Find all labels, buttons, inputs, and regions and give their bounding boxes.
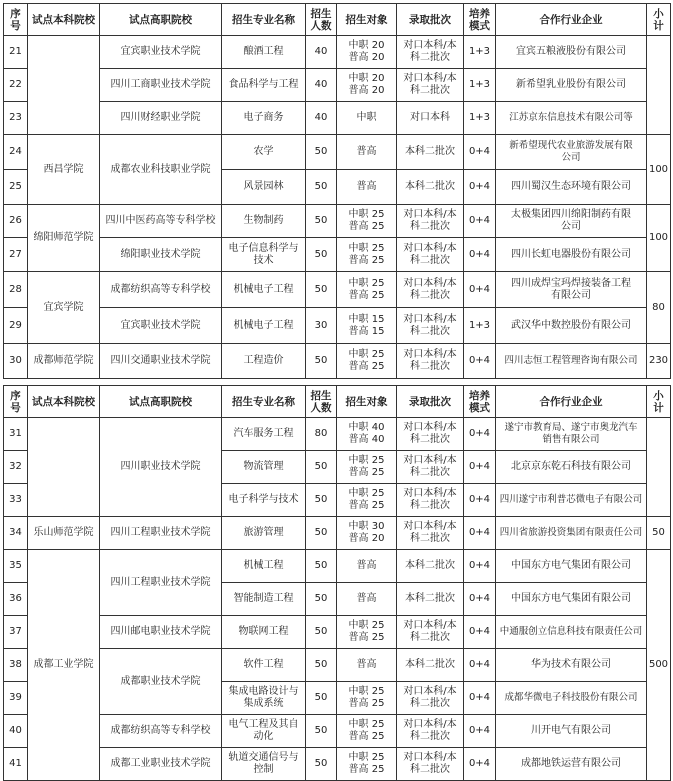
cell-quota: 50 <box>306 272 337 308</box>
cell-vocational: 成都纺织高等专科学校 <box>100 715 222 748</box>
cell-subtotal-blank <box>647 36 671 135</box>
header-mode: 培养 模式 <box>464 386 496 418</box>
cell-undergrad: 宜宾学院 <box>28 272 100 344</box>
cell-batch: 本科二批次 <box>397 550 464 583</box>
cell-target: 普高 <box>337 583 397 616</box>
cell-target: 中职 15 普高 15 <box>337 308 397 344</box>
cell-batch: 本科二批次 <box>397 170 464 205</box>
cell-major: 电子科学与技术 <box>222 484 306 517</box>
cell-batch: 对口本科/本 科二批次 <box>397 715 464 748</box>
cell-mode: 0+4 <box>464 205 496 238</box>
cell-seq: 25 <box>4 170 28 205</box>
table-header-row <box>4 386 671 418</box>
table-row <box>4 308 671 344</box>
cell-quota: 50 <box>306 550 337 583</box>
header-undergrad: 试点本科院校 <box>28 4 100 36</box>
cell-seq: 22 <box>4 69 28 102</box>
cell-subtotal: 80 <box>647 272 671 344</box>
cell-mode: 0+4 <box>464 715 496 748</box>
cell-partner: 中国东方电气集团有限公司 <box>496 583 647 616</box>
cell-seq: 33 <box>4 484 28 517</box>
table-row <box>4 272 671 308</box>
cell-seq: 27 <box>4 238 28 272</box>
cell-partner: 新希望现代农业旅游发展有限 公司 <box>496 135 647 170</box>
cell-subtotal-blank <box>647 418 671 517</box>
cell-mode: 0+4 <box>464 583 496 616</box>
cell-seq: 36 <box>4 583 28 616</box>
cell-target: 中职 25 普高 25 <box>337 748 397 781</box>
table-row <box>4 649 671 682</box>
cell-quota: 50 <box>306 135 337 170</box>
cell-mode: 1+3 <box>464 308 496 344</box>
header-partner: 合作行业企业 <box>496 4 647 36</box>
cell-seq: 26 <box>4 205 28 238</box>
cell-batch: 对口本科/本 科二批次 <box>397 272 464 308</box>
cell-quota: 50 <box>306 170 337 205</box>
table-row <box>4 715 671 748</box>
cell-vocational: 四川中医药高等专科学校 <box>100 205 222 238</box>
cell-seq: 37 <box>4 616 28 649</box>
cell-major: 生物制药 <box>222 205 306 238</box>
cell-seq: 39 <box>4 682 28 715</box>
cell-batch: 对口本科/本 科二批次 <box>397 748 464 781</box>
cell-mode: 0+4 <box>464 550 496 583</box>
cell-batch: 对口本科/本 科二批次 <box>397 616 464 649</box>
cell-vocational: 绵阳职业技术学院 <box>100 238 222 272</box>
cell-mode: 0+4 <box>464 484 496 517</box>
enrollment-table-1 <box>3 3 671 379</box>
table-row <box>4 418 671 451</box>
cell-vocational: 成都职业技术学院 <box>100 649 222 715</box>
cell-partner: 成都华微电子科技股份有限公司 <box>496 682 647 715</box>
cell-partner: 四川省旅游投资集团有限责任公司 <box>496 517 647 550</box>
cell-seq: 34 <box>4 517 28 550</box>
cell-partner: 华为技术有限公司 <box>496 649 647 682</box>
header-seq: 序 号 <box>4 386 28 418</box>
cell-partner: 江苏京东信息技术有限公司等 <box>496 102 647 135</box>
cell-mode: 0+4 <box>464 344 496 379</box>
cell-batch: 对口本科 <box>397 102 464 135</box>
cell-partner: 四川志恒工程管理咨询有限公司 <box>496 344 647 379</box>
cell-target: 中职 25 普高 25 <box>337 715 397 748</box>
cell-batch: 对口本科/本 科二批次 <box>397 69 464 102</box>
cell-seq: 21 <box>4 36 28 69</box>
header-seq: 序 号 <box>4 4 28 36</box>
cell-mode: 1+3 <box>464 69 496 102</box>
table-row <box>4 748 671 781</box>
cell-quota: 50 <box>306 205 337 238</box>
cell-quota: 50 <box>306 583 337 616</box>
cell-subtotal: 500 <box>647 550 671 781</box>
cell-batch: 对口本科/本 科二批次 <box>397 484 464 517</box>
cell-vocational: 四川职业技术学院 <box>100 418 222 517</box>
cell-mode: 0+4 <box>464 649 496 682</box>
cell-vocational: 四川邮电职业技术学院 <box>100 616 222 649</box>
cell-undergrad: 成都工业学院 <box>28 550 100 781</box>
cell-quota: 50 <box>306 715 337 748</box>
cell-target: 中职 25 普高 25 <box>337 451 397 484</box>
cell-major: 旅游管理 <box>222 517 306 550</box>
cell-target: 中职 25 普高 25 <box>337 616 397 649</box>
cell-quota: 50 <box>306 649 337 682</box>
header-major: 招生专业名称 <box>222 386 306 418</box>
cell-major: 风景园林 <box>222 170 306 205</box>
cell-major: 智能制造工程 <box>222 583 306 616</box>
cell-quota: 80 <box>306 418 337 451</box>
cell-quota: 50 <box>306 616 337 649</box>
cell-batch: 对口本科/本 科二批次 <box>397 418 464 451</box>
cell-batch: 对口本科/本 科二批次 <box>397 205 464 238</box>
cell-seq: 40 <box>4 715 28 748</box>
cell-seq: 32 <box>4 451 28 484</box>
cell-target: 中职 <box>337 102 397 135</box>
cell-mode: 1+3 <box>464 102 496 135</box>
cell-subtotal: 100 <box>647 205 671 272</box>
cell-target: 中职 25 普高 25 <box>337 238 397 272</box>
header-quota: 招生 人数 <box>306 4 337 36</box>
cell-mode: 0+4 <box>464 682 496 715</box>
cell-quota: 50 <box>306 748 337 781</box>
cell-vocational: 四川工程职业技术学院 <box>100 550 222 616</box>
table-row <box>4 69 671 102</box>
cell-quota: 40 <box>306 102 337 135</box>
cell-partner: 四川成焊宝玛焊接装备工程 有限公司 <box>496 272 647 308</box>
cell-vocational: 四川工商职业技术学院 <box>100 69 222 102</box>
table-row <box>4 550 671 583</box>
cell-major: 物流管理 <box>222 451 306 484</box>
cell-target: 中职 25 普高 25 <box>337 344 397 379</box>
table-header-row <box>4 4 671 36</box>
cell-partner: 北京京东乾石科技有限公司 <box>496 451 647 484</box>
cell-target: 中职 25 普高 25 <box>337 272 397 308</box>
cell-major: 软件工程 <box>222 649 306 682</box>
header-partner: 合作行业企业 <box>496 386 647 418</box>
header-target: 招生对象 <box>337 386 397 418</box>
cell-vocational: 成都工业职业技术学院 <box>100 748 222 781</box>
cell-quota: 40 <box>306 36 337 69</box>
header-quota: 招生 人数 <box>306 386 337 418</box>
cell-partner: 川开电气有限公司 <box>496 715 647 748</box>
cell-target: 中职 25 普高 25 <box>337 205 397 238</box>
cell-target: 中职 25 普高 25 <box>337 484 397 517</box>
cell-undergrad: 成都师范学院 <box>28 344 100 379</box>
cell-major: 电子商务 <box>222 102 306 135</box>
cell-batch: 对口本科/本 科二批次 <box>397 238 464 272</box>
cell-seq: 31 <box>4 418 28 451</box>
cell-quota: 50 <box>306 344 337 379</box>
header-target: 招生对象 <box>337 4 397 36</box>
cell-major: 酿酒工程 <box>222 36 306 69</box>
cell-batch: 对口本科/本 科二批次 <box>397 451 464 484</box>
header-batch: 录取批次 <box>397 386 464 418</box>
cell-target: 中职 25 普高 25 <box>337 682 397 715</box>
cell-quota: 50 <box>306 484 337 517</box>
table-row <box>4 238 671 272</box>
cell-quota: 30 <box>306 308 337 344</box>
cell-major: 集成电路设计与 集成系统 <box>222 682 306 715</box>
cell-major: 机械电子工程 <box>222 272 306 308</box>
header-subtotal: 小 计 <box>647 386 671 418</box>
table-row <box>4 102 671 135</box>
cell-vocational: 四川交通职业技术学院 <box>100 344 222 379</box>
cell-mode: 0+4 <box>464 748 496 781</box>
cell-quota: 50 <box>306 517 337 550</box>
cell-batch: 本科二批次 <box>397 583 464 616</box>
cell-partner: 中通服创立信息科技有限责任公司 <box>496 616 647 649</box>
cell-partner: 武汉华中数控股份有限公司 <box>496 308 647 344</box>
cell-partner: 宜宾五粮液股份有限公司 <box>496 36 647 69</box>
cell-target: 中职 40 普高 40 <box>337 418 397 451</box>
cell-seq: 41 <box>4 748 28 781</box>
cell-partner: 四川蜀汉生态环境有限公司 <box>496 170 647 205</box>
cell-seq: 35 <box>4 550 28 583</box>
cell-vocational: 宜宾职业技术学院 <box>100 36 222 69</box>
cell-quota: 50 <box>306 238 337 272</box>
header-batch: 录取批次 <box>397 4 464 36</box>
cell-undergrad: 绵阳师范学院 <box>28 205 100 272</box>
cell-vocational: 宜宾职业技术学院 <box>100 308 222 344</box>
cell-mode: 0+4 <box>464 170 496 205</box>
header-major: 招生专业名称 <box>222 4 306 36</box>
cell-quota: 50 <box>306 682 337 715</box>
header-subtotal: 小 计 <box>647 4 671 36</box>
cell-major: 电气工程及其自 动化 <box>222 715 306 748</box>
cell-undergrad: 西昌学院 <box>28 135 100 205</box>
cell-vocational: 成都纺织高等专科学校 <box>100 272 222 308</box>
cell-quota: 40 <box>306 69 337 102</box>
cell-undergrad-blank <box>28 418 100 517</box>
cell-subtotal: 50 <box>647 517 671 550</box>
cell-major: 电子信息科学与 技术 <box>222 238 306 272</box>
cell-seq: 23 <box>4 102 28 135</box>
cell-target: 普高 <box>337 550 397 583</box>
table-row <box>4 36 671 69</box>
cell-undergrad: 乐山师范学院 <box>28 517 100 550</box>
table-row <box>4 135 671 170</box>
cell-vocational: 四川工程职业技术学院 <box>100 517 222 550</box>
header-vocational: 试点高职院校 <box>100 386 222 418</box>
cell-batch: 对口本科/本 科二批次 <box>397 36 464 69</box>
cell-vocational: 成都农业科技职业学院 <box>100 135 222 205</box>
cell-partner: 中国东方电气集团有限公司 <box>496 550 647 583</box>
cell-mode: 1+3 <box>464 36 496 69</box>
cell-major: 汽车服务工程 <box>222 418 306 451</box>
cell-major: 轨道交通信号与 控制 <box>222 748 306 781</box>
cell-mode: 0+4 <box>464 451 496 484</box>
cell-partner: 遂宁市教育局、遂宁市奥龙汽车 销售有限公司 <box>496 418 647 451</box>
cell-batch: 对口本科/本 科二批次 <box>397 308 464 344</box>
cell-batch: 对口本科/本 科二批次 <box>397 344 464 379</box>
cell-target: 普高 <box>337 649 397 682</box>
cell-batch: 本科二批次 <box>397 135 464 170</box>
cell-quota: 50 <box>306 451 337 484</box>
cell-target: 普高 <box>337 135 397 170</box>
cell-mode: 0+4 <box>464 418 496 451</box>
cell-batch: 本科二批次 <box>397 649 464 682</box>
cell-mode: 0+4 <box>464 238 496 272</box>
cell-major: 食品科学与工程 <box>222 69 306 102</box>
table-row <box>4 517 671 550</box>
cell-seq: 38 <box>4 649 28 682</box>
header-mode: 培养 模式 <box>464 4 496 36</box>
table-row <box>4 616 671 649</box>
cell-target: 中职 20 普高 20 <box>337 36 397 69</box>
table-row <box>4 205 671 238</box>
cell-target: 中职 30 普高 20 <box>337 517 397 550</box>
cell-partner: 成都地铁运营有限公司 <box>496 748 647 781</box>
cell-major: 农学 <box>222 135 306 170</box>
table-row <box>4 344 671 379</box>
cell-vocational: 四川财经职业学院 <box>100 102 222 135</box>
cell-major: 机械工程 <box>222 550 306 583</box>
cell-major: 工程造价 <box>222 344 306 379</box>
cell-partner: 太极集团四川绵阳制药有限 公司 <box>496 205 647 238</box>
cell-seq: 28 <box>4 272 28 308</box>
cell-mode: 0+4 <box>464 272 496 308</box>
cell-undergrad-blank <box>28 36 100 135</box>
cell-partner: 新希望乳业股份有限公司 <box>496 69 647 102</box>
cell-batch: 对口本科/本 科二批次 <box>397 682 464 715</box>
cell-batch: 对口本科/本 科二批次 <box>397 517 464 550</box>
cell-major: 机械电子工程 <box>222 308 306 344</box>
header-vocational: 试点高职院校 <box>100 4 222 36</box>
cell-partner: 四川遂宁市利普芯微电子有限公司 <box>496 484 647 517</box>
header-undergrad: 试点本科院校 <box>28 386 100 418</box>
cell-mode: 0+4 <box>464 616 496 649</box>
enrollment-table-2 <box>3 385 671 781</box>
cell-target: 中职 20 普高 20 <box>337 69 397 102</box>
cell-subtotal: 230 <box>647 344 671 379</box>
cell-seq: 29 <box>4 308 28 344</box>
cell-mode: 0+4 <box>464 517 496 550</box>
cell-subtotal: 100 <box>647 135 671 205</box>
cell-partner: 四川长虹电器股份有限公司 <box>496 238 647 272</box>
cell-mode: 0+4 <box>464 135 496 170</box>
cell-target: 普高 <box>337 170 397 205</box>
cell-seq: 24 <box>4 135 28 170</box>
cell-seq: 30 <box>4 344 28 379</box>
cell-major: 物联网工程 <box>222 616 306 649</box>
